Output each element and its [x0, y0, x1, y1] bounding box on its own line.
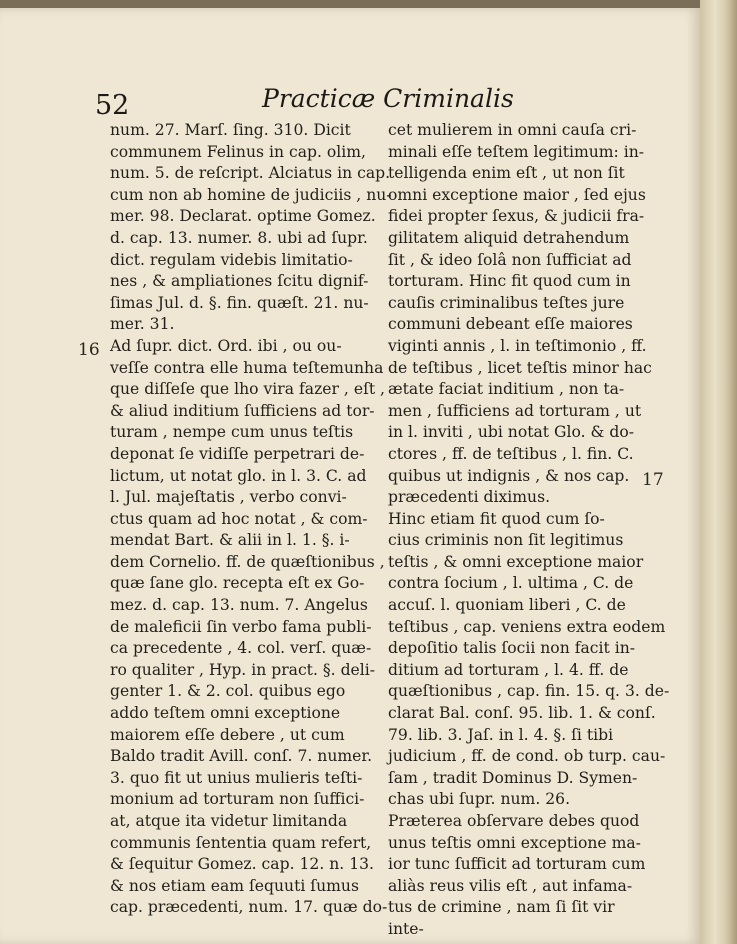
text-line: num. 5. de reſcript. Alciatus in cap. [110, 164, 391, 183]
text-line: teſtis , & omni exceptione maior [388, 552, 644, 571]
text-line: cap. præcedenti, num. 17. quæ do- [110, 898, 388, 917]
text-line: & aliud inditium ſufficiens ad tor- [110, 401, 375, 420]
text-line: chas ubi ſupr. num. 26. [388, 790, 571, 809]
text-line: d. cap. 13. numer. 8. ubi ad ſupr. [110, 228, 368, 247]
text-line: dict. regulam videbis limitatio- [110, 250, 353, 269]
text-line: torturam. Hinc fit quod cum in [388, 272, 631, 291]
text-line: accuſ. l. quoniam liberi , C. de [388, 596, 626, 615]
text-line: de maleficii ſin verbo fama publi- [110, 617, 372, 636]
text-line: Ad ſupr. dict. Ord. ibi , ou ou- [110, 336, 342, 355]
text-line: inte- [388, 919, 424, 938]
text-line: & nos etiam eam ſequuti ſumus [110, 876, 359, 895]
left-column [110, 120, 392, 919]
text-line: quæſtionibus , cap. fin. 15. q. 3. de- [388, 682, 670, 701]
text-line: ſimas Jul. d. §. fin. quæſt. 21. nu- [110, 293, 369, 312]
text-line: ætate faciat inditium , non ta- [388, 380, 625, 399]
text-line: mendat Bart. & alii in l. 1. §. i- [110, 531, 350, 550]
text-line: in l. inviti , ubi notat Glo. & do- [388, 423, 634, 442]
text-line: ior tunc ſufficit ad torturam cum [388, 855, 646, 874]
text-line: num. 27. Marſ. ſing. 310. Dicit [110, 121, 351, 139]
text-line: addo teſtem omni exceptione [110, 704, 341, 723]
text-line: communem Felinus in cap. olim, [110, 142, 366, 161]
text-line: & ſequitur Gomez. cap. 12. n. 13. [110, 855, 374, 874]
text-line: judicium , ff. de cond. ob turp. cau- [388, 747, 666, 766]
text-line: telligenda enim eſt , ut non ſit [388, 164, 625, 183]
text-line: ro qualiter , Hyp. in pract. §. deli- [110, 660, 376, 679]
text-line: teſtibus , cap. veniens extra eodem [388, 617, 666, 636]
text-line: Præterea obſervare debes quod [388, 812, 640, 830]
text-line: genter 1. & 2. col. quibus ego [110, 682, 346, 701]
text-line: gilitatem aliquid detrahendum [388, 228, 630, 247]
text-line: cum non ab homine de judiciis , nu- [110, 185, 392, 204]
text-line: ditium ad torturam , l. 4. ff. de [388, 660, 629, 679]
text-line: que diſſeſe que lho vira fazer , eſt , [110, 380, 386, 399]
text-line: cauſis criminalibus teſtes jure [388, 293, 625, 312]
text-line: lictum, ut notat glo. in l. 3. C. ad [110, 466, 367, 485]
page-edge [700, 0, 737, 944]
margin-number: 17 [642, 470, 664, 490]
text-line: mer. 31. [110, 315, 175, 334]
text-line: depoſitio talis ſocii non facit in- [388, 639, 636, 658]
text-line: ctores , ff. de teſtibus , l. fin. C. [388, 444, 634, 463]
text-line: cet mulierem in omni cauſa cri- [388, 121, 637, 139]
text-line: de teſtibus , licet teſtis minor hac [388, 358, 652, 377]
text-line: viginti annis , l. in teſtimonio , ff. [388, 336, 647, 355]
text-line: deponat ſe vidiſſe perpetrari de- [110, 444, 365, 463]
text-line: maiorem eſſe debere , ut cum [110, 725, 345, 744]
text-line: monium ad torturam non ſuffici- [110, 790, 365, 809]
text-line: quibus ut indignis , & nos cap. [388, 466, 630, 485]
text-line: ca precedente , 4. col. verſ. quæ- [110, 639, 372, 658]
text-line: omni exceptione maior , ſed ejus [388, 185, 646, 204]
text-line: turam , nempe cum unus teſtis [110, 423, 354, 442]
text-line: tus de crimine , nam ſi ſit vir [388, 898, 615, 917]
text-line: Baldo tradit Avill. conſ. 7. numer. [110, 747, 373, 766]
text-line: 79. lib. 3. Jaſ. in l. 4. §. ſi tibi [388, 725, 614, 744]
text-line: mer. 98. Declarat. optime Gomez. [110, 207, 376, 226]
text-line: cius criminis non ſit legitimus [388, 531, 624, 550]
margin-number: 16 [78, 340, 100, 360]
text-line: aliàs reus vilis eſt , aut infama- [388, 876, 633, 895]
text-line: ſam , tradit Dominus D. Symen- [388, 768, 638, 787]
text-line: Hinc etiam fit quod cum ſo- [388, 509, 605, 528]
text-line: clarat Bal. conſ. 95. lib. 1. & conſ. [388, 704, 656, 723]
text-line: nes , & ampliationes ſcitu dignif- [110, 272, 369, 291]
text-line: veſſe contra elle huma teſtemunha [110, 358, 384, 377]
text-line: communi debeant eſſe maiores [388, 315, 633, 334]
text-line: dem Cornelio. ff. de quæſtionibus , [110, 552, 385, 571]
book-page [0, 8, 700, 944]
running-head: Practicæ Criminalis [262, 84, 514, 113]
text-line: minali eſſe teſtem legitimum: in- [388, 142, 645, 161]
text-line: 3. quo fit ut unius mulieris teſti- [110, 768, 363, 787]
text-line: fidei propter ſexus, & judicii fra- [388, 207, 645, 226]
text-line: mez. d. cap. 13. num. 7. Angelus [110, 596, 368, 615]
text-line: communis ſententia quam refert, [110, 833, 372, 852]
text-line: præcedenti diximus. [388, 488, 551, 507]
text-line: contra ſocium , l. ultima , C. de [388, 574, 634, 593]
text-line: men , ſufficiens ad torturam , ut [388, 401, 642, 420]
text-line: l. Jul. majeſtatis , verbo convi- [110, 488, 347, 507]
text-line: ctus quam ad hoc notat , & com- [110, 509, 368, 528]
text-line: quæ ſane glo. recepta eſt ex Go- [110, 574, 365, 593]
page-number: 52 [95, 90, 130, 121]
text-line: ſit , & ideo ſolâ non ſufficiat ad [388, 250, 632, 269]
text-line: unus teſtis omni exceptione ma- [388, 833, 641, 852]
text-line: at, atque ita videtur limitanda [110, 812, 348, 830]
